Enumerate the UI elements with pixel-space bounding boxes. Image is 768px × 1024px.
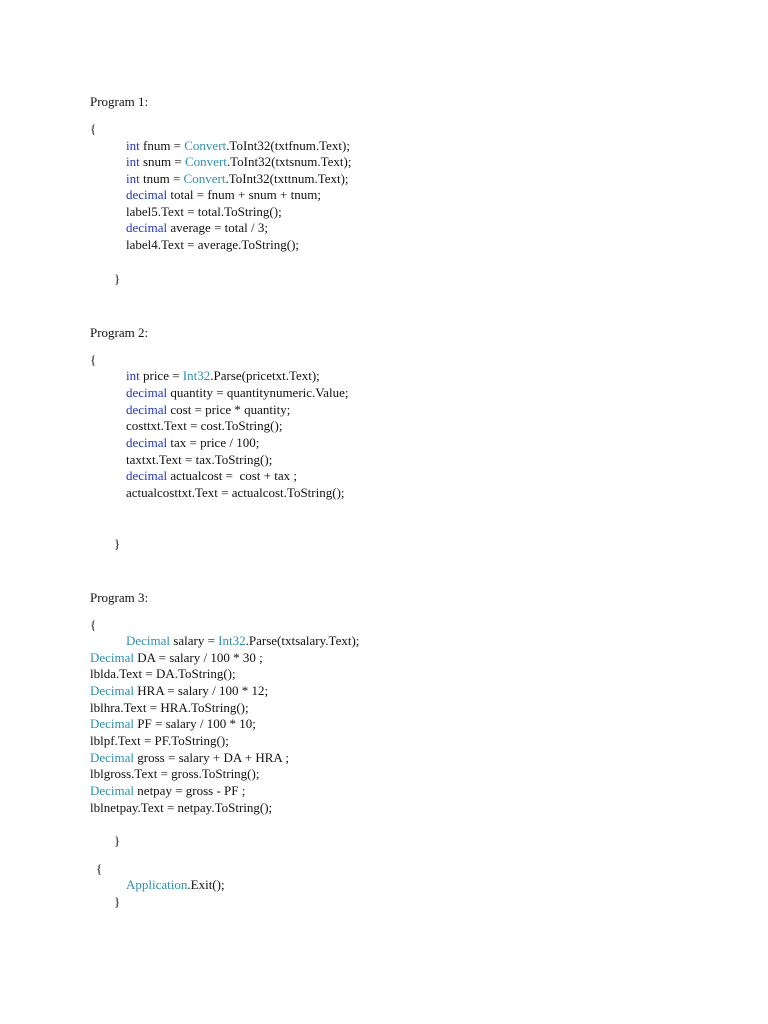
code-line <box>126 385 349 401</box>
code-token: tax = price / 100; <box>167 435 260 450</box>
code-line <box>90 700 249 716</box>
code-token: average = total / 3; <box>167 220 268 235</box>
type-token: Decimal <box>126 633 171 648</box>
code-line <box>126 418 282 434</box>
code-token: .Exit(); <box>187 877 225 892</box>
keyword-token: int <box>126 154 140 169</box>
code-line <box>126 237 299 253</box>
code-token: tnum = <box>139 171 184 186</box>
code-line <box>90 766 259 782</box>
code-line <box>114 894 120 910</box>
code-line <box>126 435 259 451</box>
code-token: { <box>90 121 97 136</box>
code-token: price = <box>139 368 183 383</box>
code-token: lblgross.Text = gross.ToString(); <box>90 766 260 781</box>
type-token: Convert <box>185 154 227 169</box>
code-token: } <box>114 536 121 551</box>
code-token: .Parse(txtsalary.Text); <box>245 633 360 648</box>
code-line <box>126 368 320 384</box>
type-token: Convert <box>183 171 226 186</box>
code-line <box>90 650 263 666</box>
type-token: Decimal <box>90 783 135 798</box>
keyword-token: decimal <box>126 468 168 483</box>
code-line <box>90 800 272 816</box>
code-token: lblnetpay.Text = netpay.ToString(); <box>90 800 273 815</box>
code-line <box>126 171 349 187</box>
type-token: Decimal <box>90 716 135 731</box>
code-line <box>126 402 290 418</box>
code-token: } <box>114 271 121 286</box>
code-line <box>90 352 96 368</box>
code-token: salary = <box>170 633 219 648</box>
program-3-heading: Program 3: <box>90 590 149 605</box>
code-token: snum = <box>139 154 185 169</box>
code-token: fnum = <box>139 138 185 153</box>
code-token: quantity = quantitynumeric.Value; <box>167 385 349 400</box>
code-token: lblhra.Text = HRA.ToString(); <box>90 700 249 715</box>
code-token: PF = salary / 100 * 10; <box>134 716 256 731</box>
code-token: .Parse(pricetxt.Text); <box>210 368 320 383</box>
code-token: lblda.Text = DA.ToString(); <box>90 666 236 681</box>
code-line <box>126 220 268 236</box>
code-token: actualcost = cost + tax ; <box>167 468 297 483</box>
code-token: HRA = salary / 100 * 12; <box>134 683 269 698</box>
code-line <box>114 536 120 552</box>
keyword-token: int <box>126 138 140 153</box>
code-line <box>90 683 268 699</box>
code-line <box>114 833 120 849</box>
type-token: Decimal <box>90 683 135 698</box>
keyword-token: decimal <box>126 435 168 450</box>
keyword-token: decimal <box>126 187 168 202</box>
code-line <box>126 187 321 203</box>
keyword-token: int <box>126 171 140 186</box>
code-line <box>126 485 345 501</box>
code-token: .ToInt32(txtsnum.Text); <box>226 154 352 169</box>
code-token: netpay = gross - PF ; <box>134 783 246 798</box>
type-token: Decimal <box>90 750 135 765</box>
code-token: cost = price * quantity; <box>167 402 291 417</box>
code-line <box>90 716 256 732</box>
code-token: costtxt.Text = cost.ToString(); <box>126 418 283 433</box>
code-line <box>126 154 351 170</box>
type-token: Int32 <box>218 633 246 648</box>
code-token: lblpf.Text = PF.ToString(); <box>90 733 229 748</box>
code-line <box>126 633 359 649</box>
code-line <box>126 138 350 154</box>
code-line <box>90 121 96 137</box>
code-line <box>90 666 236 682</box>
code-token: } <box>114 894 121 909</box>
code-token: .ToInt32(txtfnum.Text); <box>226 138 350 153</box>
program-1-heading: Program 1: <box>90 94 149 109</box>
code-line <box>96 861 102 877</box>
code-token: DA = salary / 100 * 30 ; <box>134 650 263 665</box>
code-line <box>126 204 282 220</box>
code-token: { <box>90 617 97 632</box>
code-token: gross = salary + DA + HRA ; <box>134 750 289 765</box>
code-token: { <box>96 861 103 876</box>
keyword-token: decimal <box>126 220 168 235</box>
code-line <box>90 733 229 749</box>
code-line <box>90 750 289 766</box>
code-token: total = fnum + snum + tnum; <box>167 187 321 202</box>
code-token: } <box>114 833 121 848</box>
code-line <box>126 452 272 468</box>
program-2-heading: Program 2: <box>90 325 149 340</box>
code-line <box>114 271 120 287</box>
keyword-token: int <box>126 368 140 383</box>
type-token: Decimal <box>90 650 135 665</box>
code-line <box>90 617 96 633</box>
code-token: actualcosttxt.Text = actualcost.ToString(); <box>126 485 345 500</box>
code-token: taxtxt.Text = tax.ToString(); <box>126 452 273 467</box>
type-token: Convert <box>184 138 227 153</box>
type-token: Application <box>126 877 188 892</box>
code-line <box>126 877 225 893</box>
code-token: .ToInt32(txttnum.Text); <box>225 171 349 186</box>
code-line <box>90 783 245 799</box>
keyword-token: decimal <box>126 385 168 400</box>
code-token: label5.Text = total.ToString(); <box>126 204 282 219</box>
type-token: Int32 <box>182 368 211 383</box>
code-token: { <box>90 352 97 367</box>
code-line <box>126 468 297 484</box>
code-token: label4.Text = average.ToString(); <box>126 237 300 252</box>
keyword-token: decimal <box>126 402 168 417</box>
